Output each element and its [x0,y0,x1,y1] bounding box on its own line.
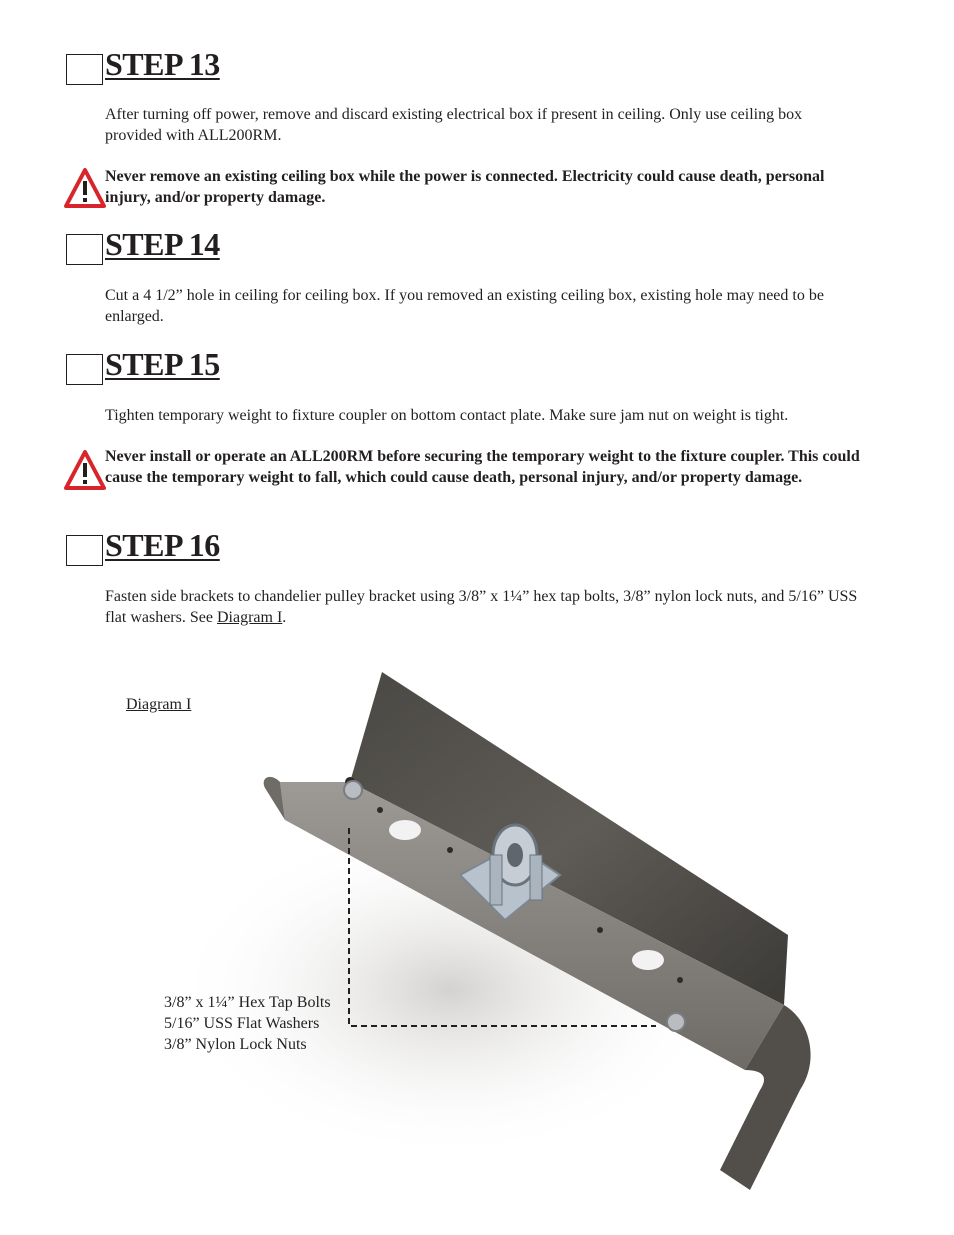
step-15-checkbox[interactable] [66,354,103,385]
step-13-warning: Never remove an existing ceiling box while the power is connected. Electricity could cause death, personal injury, and/or property damage. [105,168,825,206]
callout-flat-washers: 5/16” USS Flat Washers [164,1015,320,1032]
step-15-text: Tighten temporary weight to fixture coupler on bottom contact plate. Make sure jam nut on weight is tight. [105,407,789,424]
diagram-i-link[interactable]: Diagram I [216,609,283,626]
step-16-checkbox[interactable] [66,535,103,566]
step-16-title: STEP 16 [105,527,220,563]
step-16-text-main: Fasten side brackets to chandelier pulley bracket using 3/8” x 1¼” hex tap bolts, 3/8” nylon lock nuts, and 5/16” USS flat washers. See [105,588,858,626]
callout-hex-tap-bolts: 3/8” x 1¼” Hex Tap Bolts [164,994,331,1011]
callout-labels [164,992,331,1055]
step-16-text [105,586,860,628]
warning-triangle-icon [64,450,106,490]
step-13-checkbox[interactable] [66,54,103,85]
step-13-text: After turning off power, remove and discard existing electrical box if present in ceiling. Only use ceiling box provided with ALL200RM. [105,106,803,144]
pulley-bracket-photo [120,660,840,1200]
step-15-warning: Never install or operate an ALL200RM before securing the temporary weight to the fixture coupler. This could cause the temporary weight to fall, which could cause death, personal injury, and/or property damage. [105,448,860,486]
step-14-checkbox[interactable] [66,234,103,265]
step-16-text-end: . [282,609,287,626]
diagram-label: Diagram I [126,696,192,713]
callout-nylon-lock-nuts: 3/8” Nylon Lock Nuts [164,1036,307,1053]
step-13-title: STEP 13 [105,46,220,82]
warning-triangle-icon [64,168,106,208]
step-15-title: STEP 15 [105,346,220,382]
step-14-text: Cut a 4 1/2” hole in ceiling for ceiling box. If you removed an existing ceiling box, existing hole may need to be enlarged. [105,287,824,325]
step-14-title: STEP 14 [105,226,220,262]
